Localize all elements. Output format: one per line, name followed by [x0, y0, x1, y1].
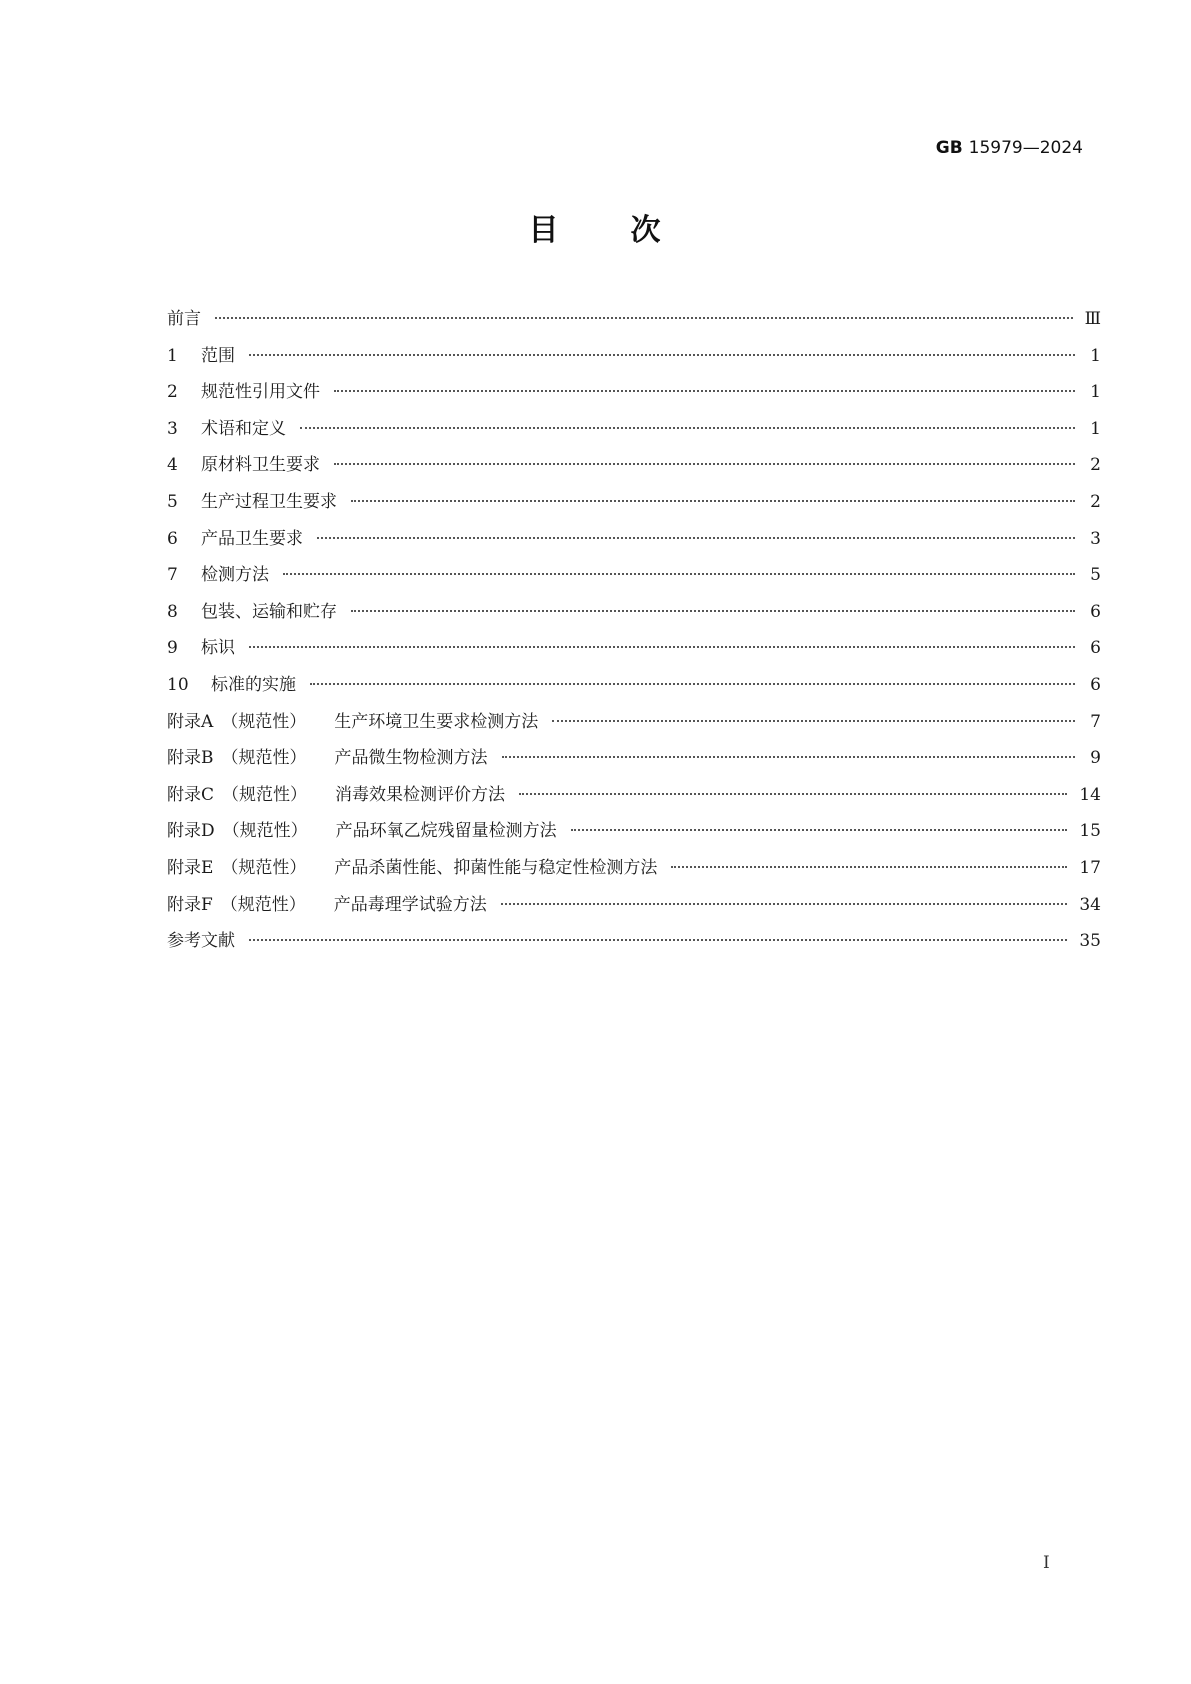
annex-prefix: 附录C [167, 784, 215, 805]
toc-item-7[interactable] [167, 560, 1101, 597]
toc-item-page: 2 [1090, 491, 1101, 512]
title-part-1: 目 [528, 213, 561, 248]
toc-item-1[interactable] [167, 341, 1101, 378]
toc-item-page: 7 [1090, 711, 1101, 732]
annex-type: （规范性） [220, 894, 306, 915]
toc-annex-a[interactable] [167, 707, 1101, 744]
toc-item-label: 检测方法 [201, 565, 269, 586]
standard-number: 15979—2024 [968, 138, 1083, 158]
toc-item-page: 5 [1090, 565, 1101, 586]
toc-item-number: 6 [167, 528, 178, 549]
toc-item-label: 术语和定义 [201, 418, 286, 439]
toc-item-label: 包装、运输和贮存 [201, 601, 337, 622]
toc-item-number: 9 [167, 638, 178, 659]
toc-item-page: 6 [1090, 638, 1101, 659]
toc-item-number: 4 [167, 455, 178, 476]
toc-item-5[interactable] [167, 487, 1101, 524]
toc-item-label: 产品卫生要求 [201, 528, 303, 549]
annex-title: 生产环境卫生要求检测方法 [334, 711, 539, 732]
title-part-2: 次 [630, 213, 663, 248]
toc-leader-dots [300, 427, 1075, 429]
toc-item-number: 2 [167, 382, 178, 403]
annex-title: 产品环氧乙烷残留量检测方法 [335, 821, 557, 842]
toc-leader-dots [351, 500, 1075, 502]
toc-item-number: 5 [167, 491, 178, 512]
toc-leader-dots [519, 793, 1067, 795]
toc-item-page: 15 [1079, 821, 1101, 842]
toc-item-number: 8 [167, 601, 178, 622]
toc-item-8[interactable] [167, 597, 1101, 634]
page-number: I [1043, 1553, 1050, 1573]
toc-leader-dots [249, 646, 1075, 648]
annex-title: 产品微生物检测方法 [334, 748, 488, 769]
toc-leader-dots [671, 866, 1067, 868]
toc-leader-dots [249, 354, 1075, 356]
toc-item-number: 7 [167, 565, 178, 586]
toc-item-10[interactable] [167, 670, 1101, 707]
page-title [0, 205, 1191, 249]
toc-item-number: 10 [167, 674, 189, 695]
toc-item-page: 1 [1090, 345, 1101, 366]
toc-leader-dots [571, 829, 1068, 831]
toc-leader-dots [215, 317, 1073, 319]
toc-item-page: 1 [1090, 418, 1101, 439]
toc-item-page: 34 [1079, 894, 1101, 915]
toc-leader-dots [249, 939, 1067, 941]
toc-item-number: 3 [167, 418, 178, 439]
toc-leader-dots [310, 683, 1075, 685]
standard-code [936, 138, 1083, 158]
toc-item-number: 1 [167, 345, 178, 366]
toc-item-label: 标准的实施 [211, 674, 296, 695]
toc-item-3[interactable] [167, 414, 1101, 451]
toc-annex-c[interactable] [167, 780, 1101, 817]
toc-leader-dots [283, 573, 1075, 575]
toc-item-page: 6 [1090, 674, 1101, 695]
toc-item-page: 6 [1090, 601, 1101, 622]
toc-item-references[interactable] [167, 926, 1101, 963]
toc-item-page: 1 [1090, 382, 1101, 403]
toc-leader-dots [502, 756, 1076, 758]
annex-type: （规范性） [222, 821, 308, 842]
toc-leader-dots [351, 610, 1075, 612]
annex-title: 产品杀菌性能、抑菌性能与稳定性检测方法 [334, 857, 658, 878]
toc-leader-dots [334, 390, 1075, 392]
toc-leader-dots [501, 903, 1068, 905]
annex-prefix: 附录A [167, 711, 214, 732]
annex-type: （规范性） [221, 857, 307, 878]
toc-annex-b[interactable] [167, 743, 1101, 780]
toc-item-label: 原材料卫生要求 [201, 455, 320, 476]
toc-item-4[interactable] [167, 450, 1101, 487]
annex-type: （规范性） [221, 748, 307, 769]
toc-leader-dots [552, 720, 1075, 722]
annex-type: （规范性） [222, 784, 308, 805]
toc-leader-dots [317, 537, 1075, 539]
toc-item-label: 前言 [167, 309, 201, 329]
annex-prefix: 附录B [167, 748, 214, 769]
annex-title: 产品毒理学试验方法 [333, 894, 487, 915]
toc-item-6[interactable] [167, 524, 1101, 561]
toc-item-label: 范围 [201, 345, 235, 366]
annex-prefix: 附录D [167, 821, 215, 842]
annex-title: 消毒效果检测评价方法 [335, 784, 506, 805]
toc-item-2[interactable] [167, 377, 1101, 414]
toc-leader-dots [334, 463, 1075, 465]
toc-item-page: 9 [1090, 748, 1101, 769]
standard-prefix: GB [935, 138, 963, 158]
toc-item-9[interactable] [167, 633, 1101, 670]
toc-item-label: 生产过程卫生要求 [201, 491, 337, 512]
toc-item-page: 2 [1090, 455, 1101, 476]
annex-prefix: 附录F [167, 894, 213, 915]
toc-item-page: Ⅲ [1084, 309, 1101, 329]
annex-type: （规范性） [221, 711, 307, 732]
toc-annex-e[interactable] [167, 853, 1101, 890]
toc-item-label: 标识 [201, 638, 235, 659]
table-of-contents [167, 304, 1101, 963]
toc-annex-d[interactable] [167, 816, 1101, 853]
toc-item-page: 14 [1079, 784, 1101, 805]
toc-annex-f[interactable] [167, 890, 1101, 927]
toc-item-label: 规范性引用文件 [201, 382, 320, 403]
toc-item-page: 17 [1079, 857, 1101, 878]
toc-item-page: 35 [1079, 931, 1101, 952]
annex-prefix: 附录E [167, 857, 214, 878]
toc-item-page: 3 [1090, 528, 1101, 549]
toc-item-preface[interactable] [167, 304, 1101, 341]
toc-item-label: 参考文献 [167, 931, 235, 952]
